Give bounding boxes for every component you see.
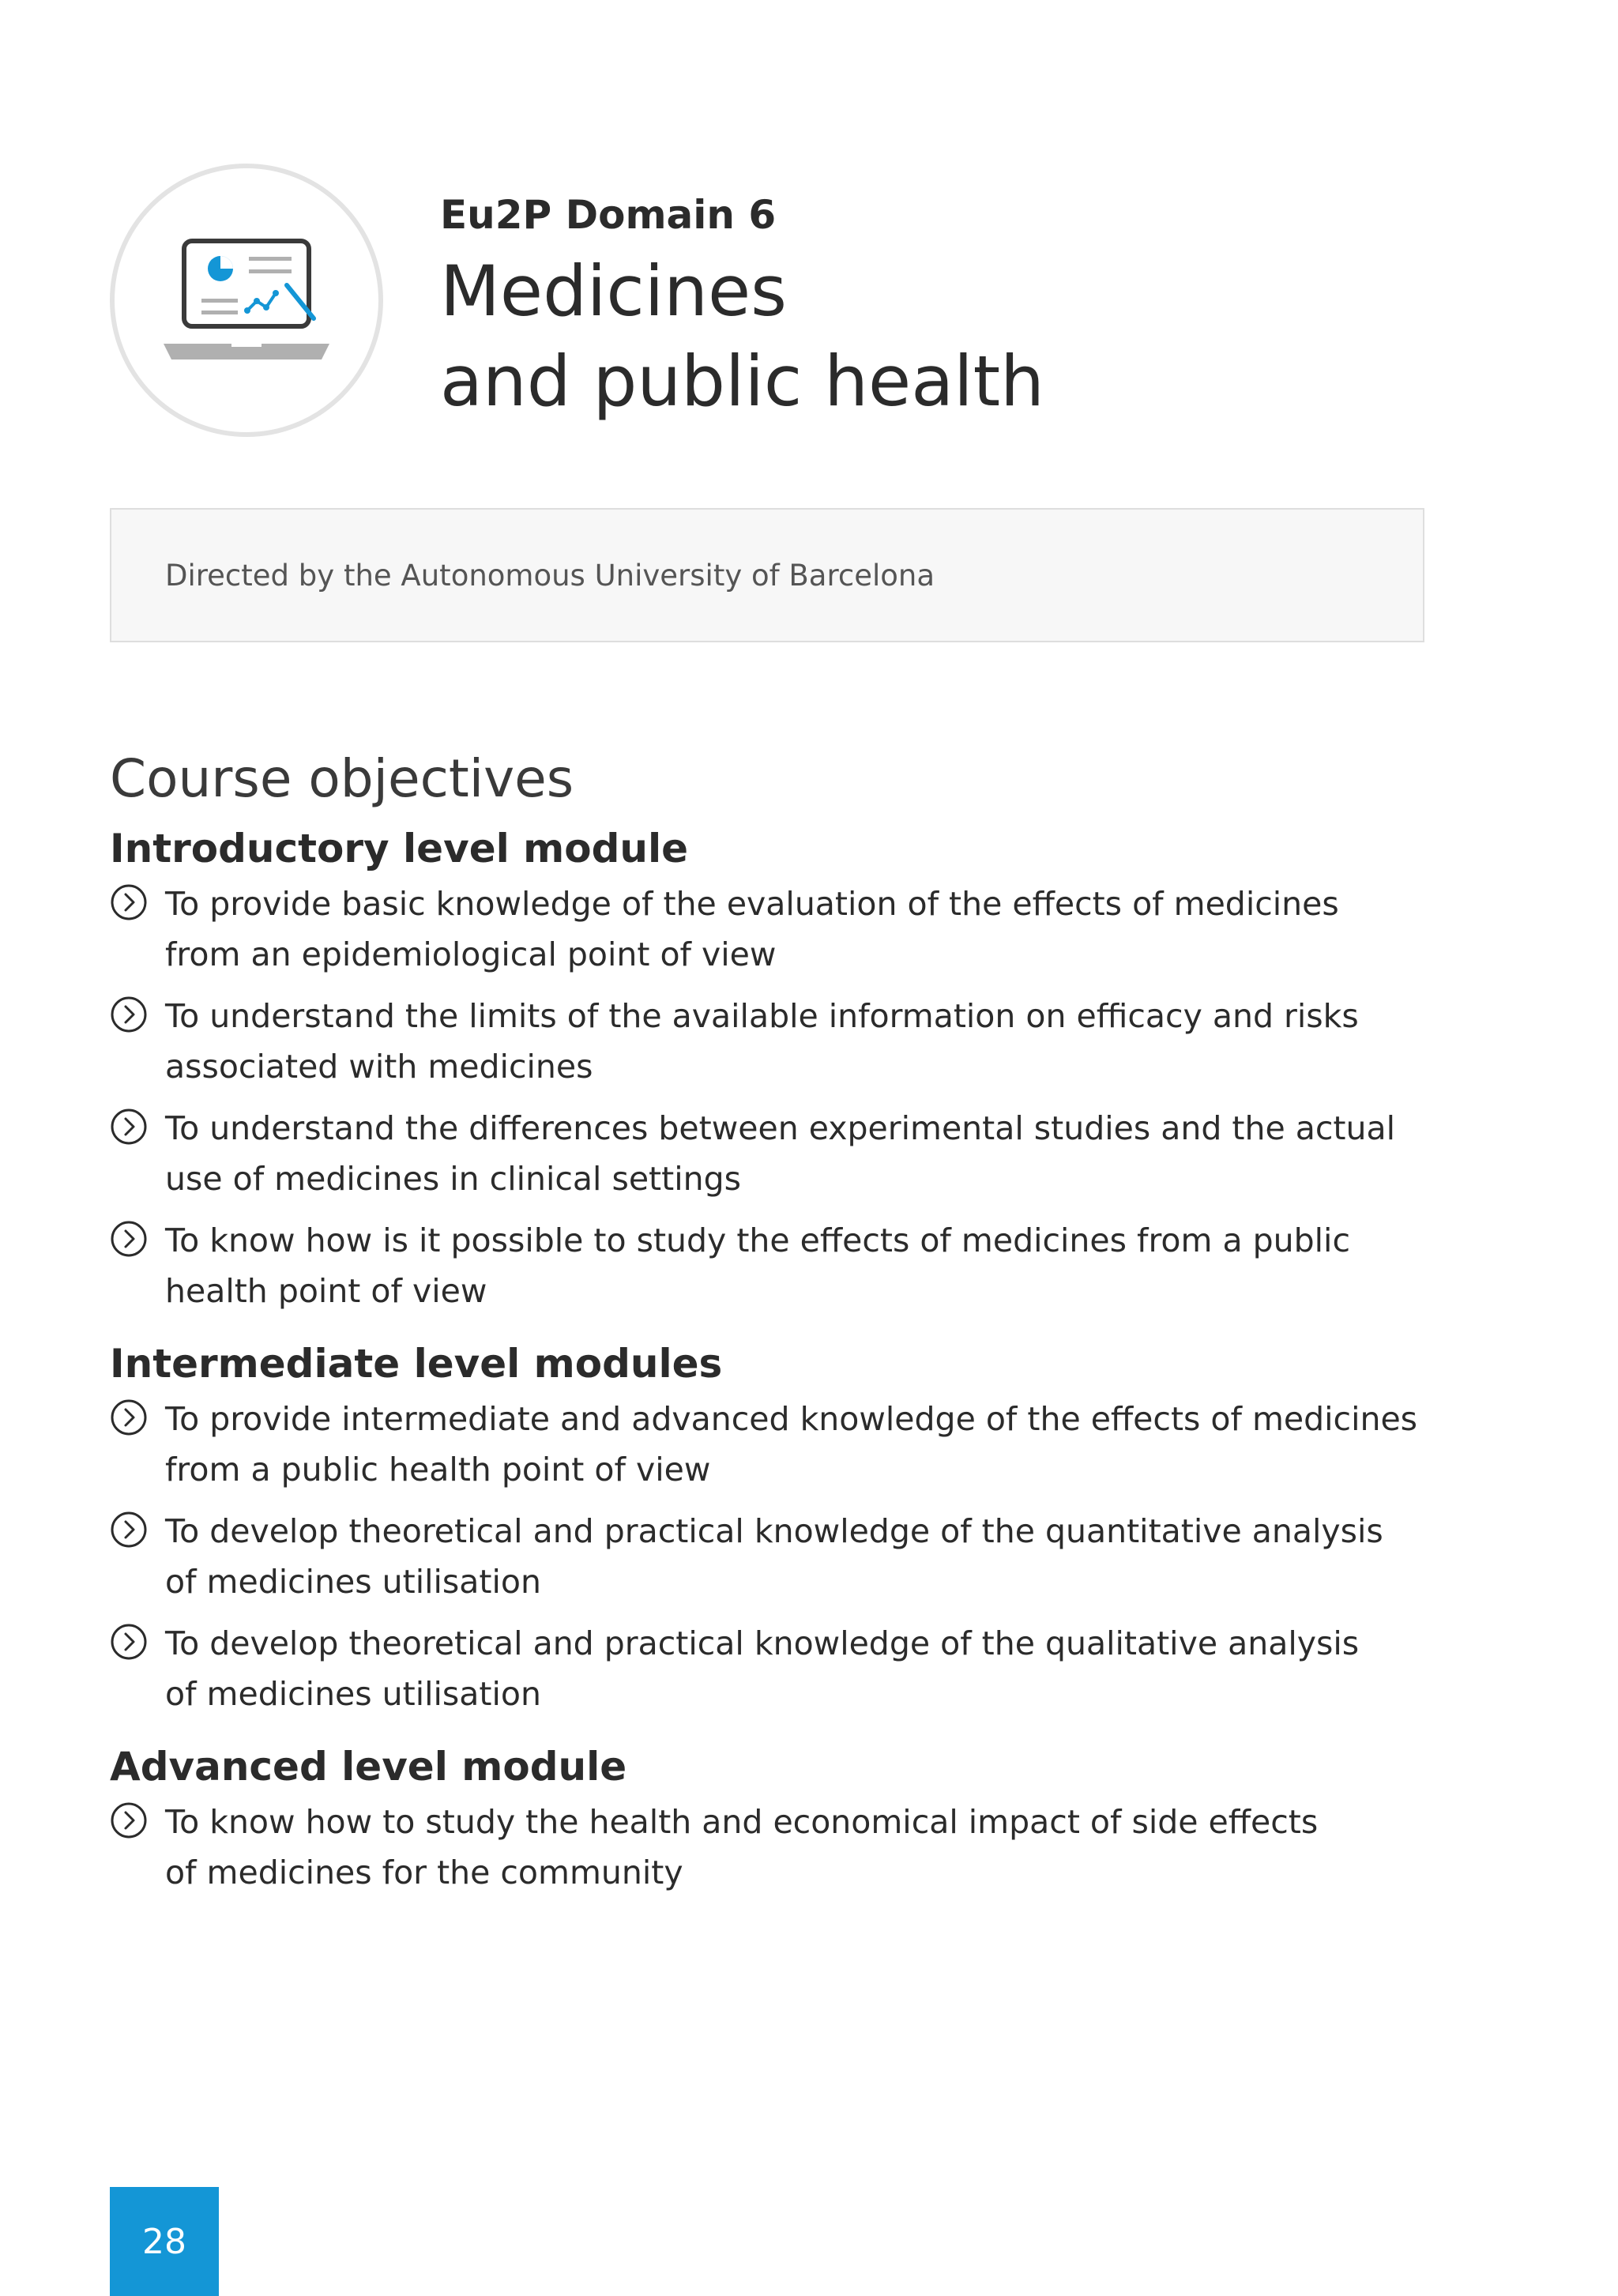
objective-text-line1: To understand the differences between experimental studies and the actual xyxy=(165,1109,1395,1147)
chevron-circle-right-icon xyxy=(110,1623,148,1661)
objective-item xyxy=(110,1215,1453,1316)
objective-text-line1: To develop theoretical and practical knowledge of the quantitative analysis xyxy=(165,1512,1383,1550)
objective-text-line1: To know how is it possible to study the effects of medicines from a public xyxy=(165,1221,1350,1259)
objective-item xyxy=(110,1103,1453,1204)
objective-text-line2: associated with medicines xyxy=(165,1048,593,1086)
page-title xyxy=(440,247,1044,427)
objective-text-line2: of medicines utilisation xyxy=(165,1675,541,1713)
module-section xyxy=(110,1741,1453,1898)
objective-list xyxy=(110,1394,1453,1719)
chevron-circle-right-icon xyxy=(110,883,148,921)
section-title: Course objectives xyxy=(110,748,574,809)
objective-item xyxy=(110,1394,1453,1495)
chevron-circle-right-icon xyxy=(110,1220,148,1258)
objective-text-line2: of medicines utilisation xyxy=(165,1563,541,1601)
objective-list xyxy=(110,879,1453,1316)
chevron-circle-right-icon xyxy=(110,1801,148,1839)
module-section xyxy=(110,823,1453,1316)
chevron-circle-right-icon xyxy=(110,996,148,1033)
domain-icon-badge xyxy=(110,164,383,437)
objective-text-line2: use of medicines in clinical settings xyxy=(165,1160,741,1198)
objective-item xyxy=(110,991,1453,1092)
objective-item xyxy=(110,1618,1453,1719)
page-number: 28 xyxy=(142,2221,186,2262)
chevron-circle-right-icon xyxy=(110,1511,148,1549)
page-header xyxy=(110,164,1453,437)
course-objectives xyxy=(110,747,1453,1920)
objective-text-line1: To provide intermediate and advanced knowledge of the effects of medicines xyxy=(165,1400,1418,1438)
objective-text-line2: health point of view xyxy=(165,1272,487,1310)
objective-item xyxy=(110,879,1453,980)
header-text xyxy=(440,191,1044,427)
director-text: Directed by the Autonomous University of Barcelona xyxy=(165,558,935,593)
module-title: Introductory level module xyxy=(110,826,689,871)
module-title: Intermediate level modules xyxy=(110,1341,723,1387)
modules-container xyxy=(110,823,1453,1898)
objective-item xyxy=(110,1506,1453,1607)
objective-text-line1: To develop theoretical and practical knowledge of the qualitative analysis xyxy=(165,1624,1360,1662)
objective-text-line2: from a public health point of view xyxy=(165,1451,711,1489)
page-title-line-1: Medicines xyxy=(440,250,787,332)
chevron-circle-right-icon xyxy=(110,1108,148,1146)
director-box xyxy=(110,508,1424,642)
page-number-box xyxy=(110,2187,219,2296)
objective-text-line2: from an epidemiological point of view xyxy=(165,935,777,973)
objective-item xyxy=(110,1797,1453,1898)
objective-text-line1: To know how to study the health and economical impact of side effects xyxy=(165,1803,1319,1841)
objective-text-line1: To provide basic knowledge of the evaluation of the effects of medicines xyxy=(165,885,1339,923)
module-section xyxy=(110,1338,1453,1719)
objective-text-line1: To understand the limits of the available information on efficacy and risks xyxy=(165,997,1359,1035)
objective-text-line2: of medicines for the community xyxy=(165,1854,683,1891)
laptop-chart-icon xyxy=(115,168,378,432)
objective-list xyxy=(110,1797,1453,1898)
chevron-circle-right-icon xyxy=(110,1398,148,1436)
domain-label: Eu2P Domain 6 xyxy=(440,192,777,238)
module-title: Advanced level module xyxy=(110,1744,627,1790)
page-title-line-2: and public health xyxy=(440,341,1044,422)
